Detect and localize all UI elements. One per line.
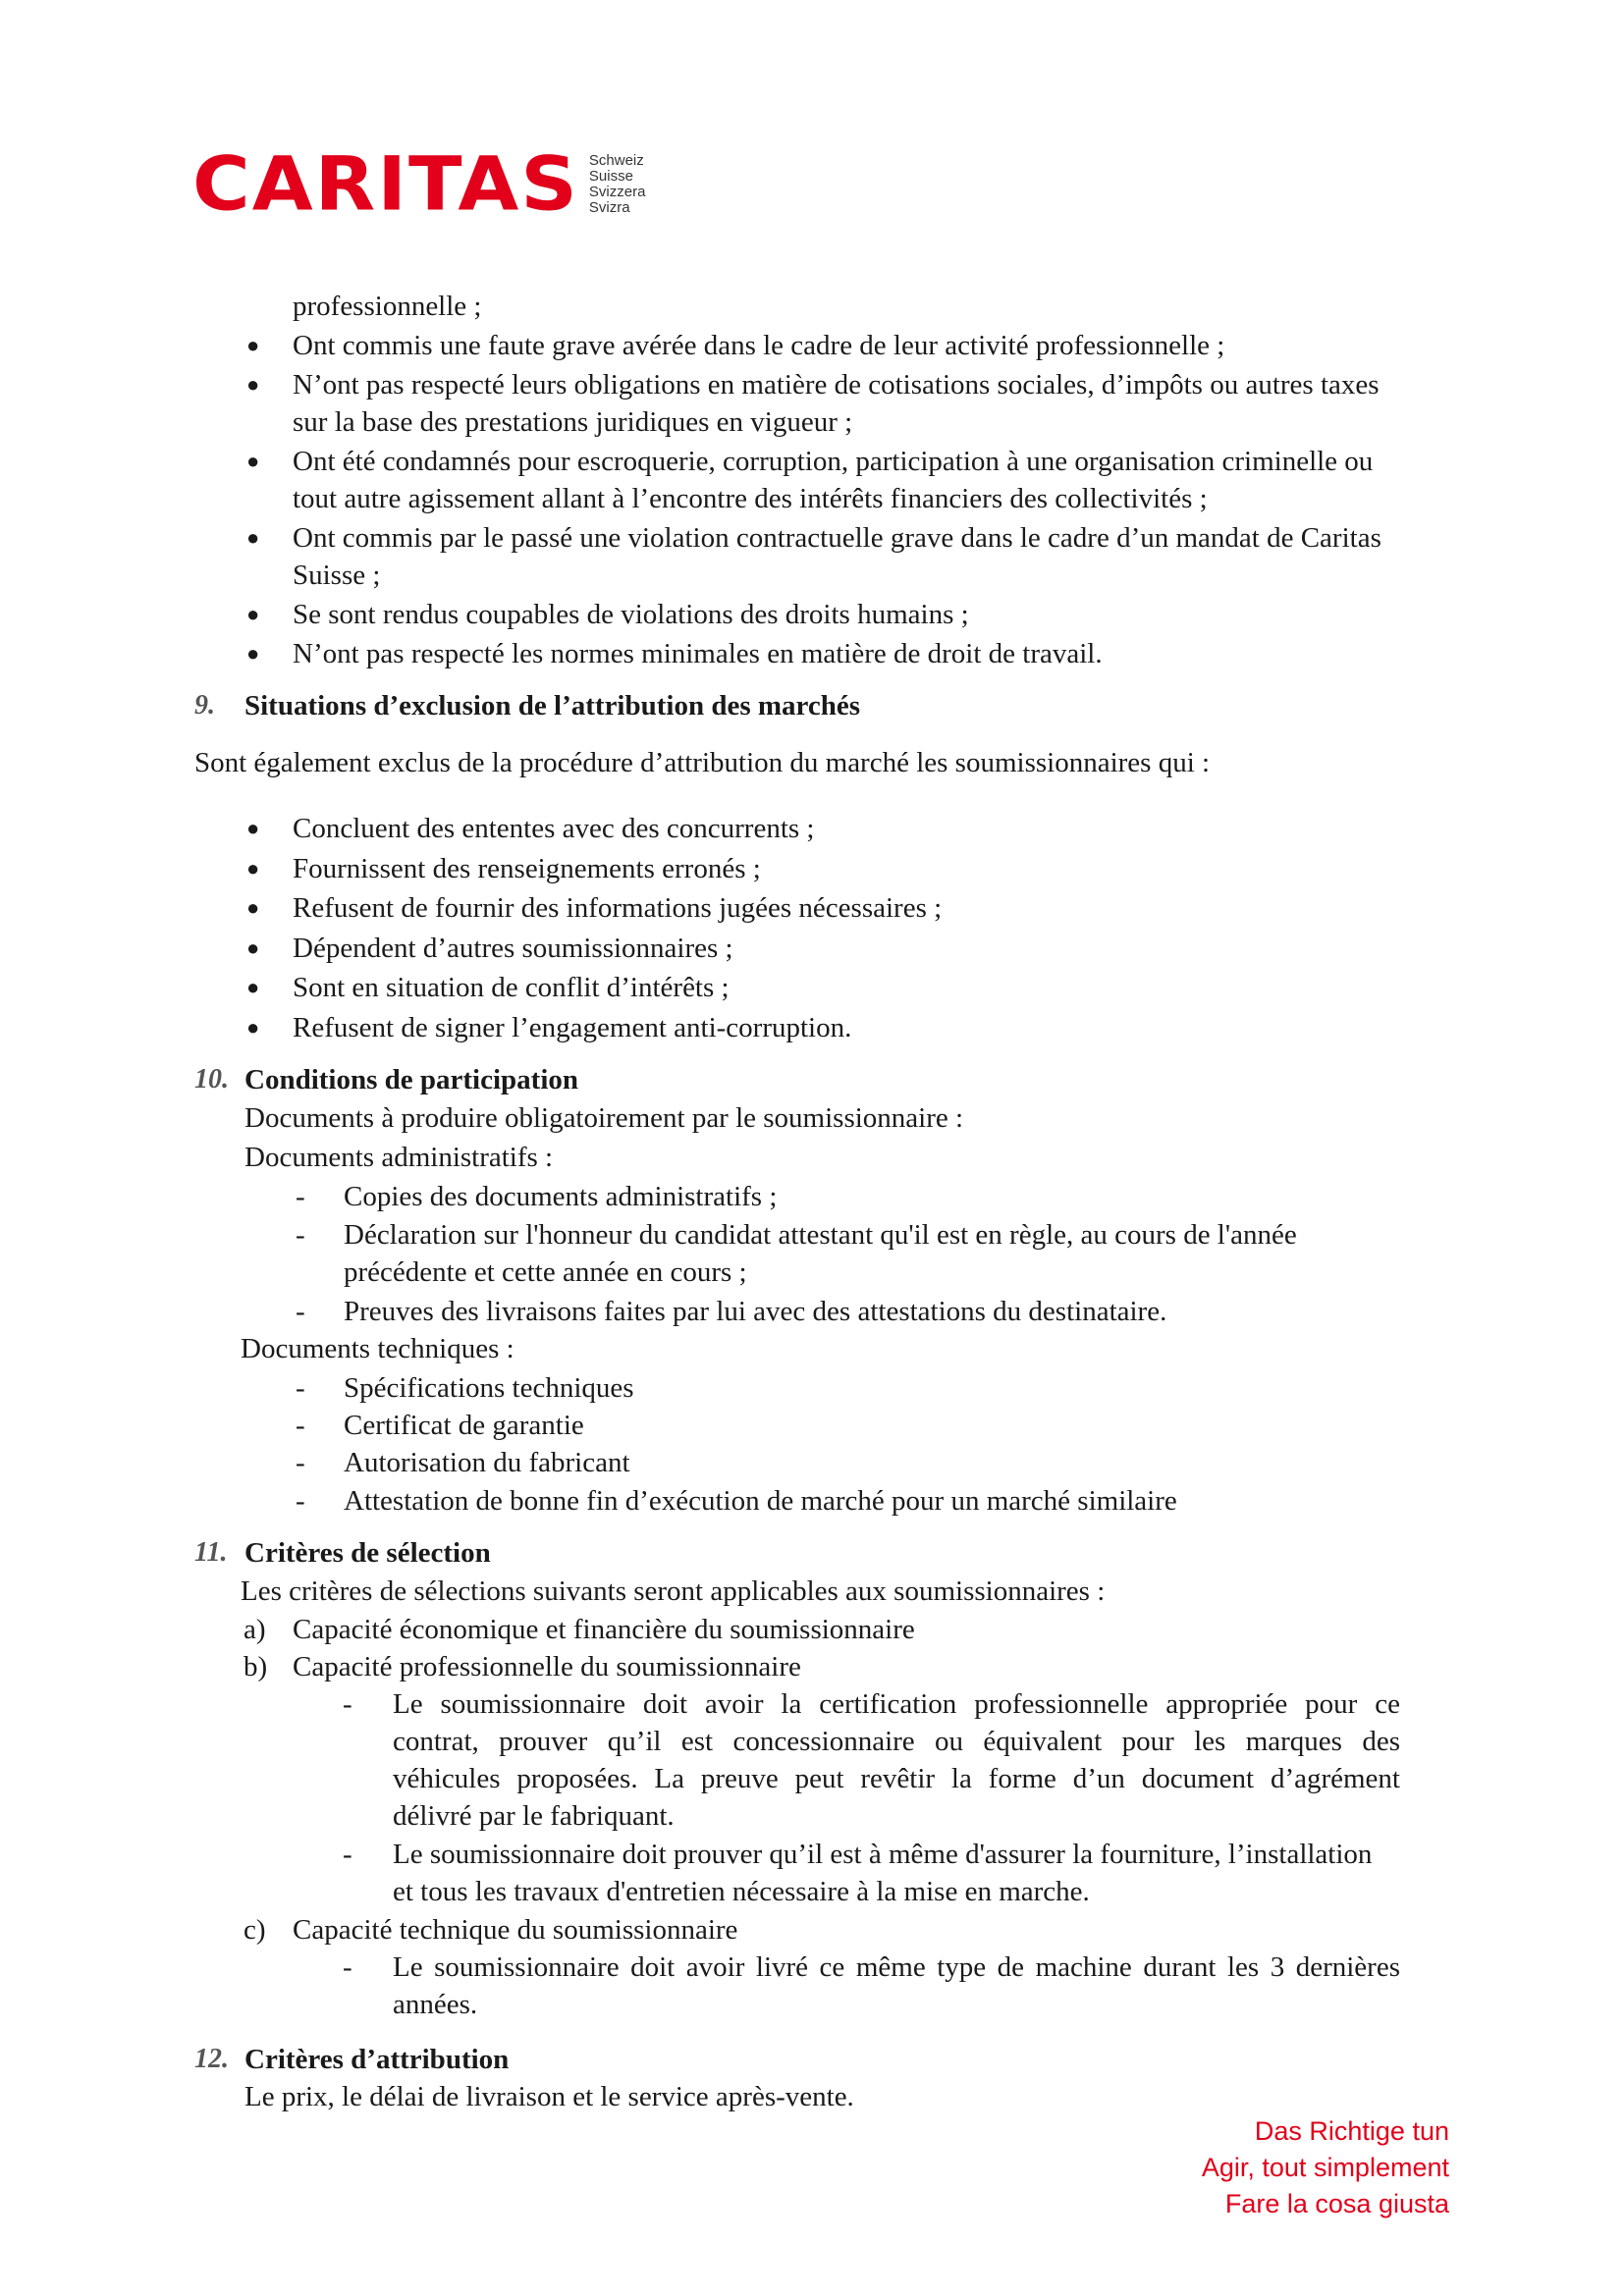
list-item-continuation: précédente et cette année en cours ; [344,1256,747,1288]
bullet-icon: ● [246,975,260,999]
dash-marker: - [296,1485,305,1517]
subsection-title: Documents techniques : [241,1333,514,1364]
section-number: 10. [194,1064,229,1095]
list-item-continuation: contrat, prouver qu’il est concessionnaire ou équivalent pour les marques des [393,1726,1400,1757]
list-item: Le soumissionnaire doit avoir la certification professionnelle appropriée pour ce [393,1688,1400,1720]
list-item: Autorisation du fabricant [344,1447,630,1478]
list-item: Ont été condamnés pour escroquerie, corruption, participation à une organisation criminelle ou [293,446,1374,477]
bullet-icon: ● [246,525,260,550]
dash-marker: - [296,1181,305,1212]
caritas-logo [192,140,646,228]
logo-country: Svizra [588,199,630,216]
section-intro: Documents à produire obligatoirement par le soumissionnaire : [244,1102,964,1134]
criterion-text: Capacité technique du soumissionnaire [293,1914,738,1946]
section-heading: Conditions de participation [244,1064,578,1095]
list-item: Le soumissionnaire doit avoir livré ce même type de machine durant les 3 dernières [393,1951,1400,1983]
subsection-title: Documents administratifs : [244,1142,554,1173]
section-intro: Les critères de sélections suivants seront applicables aux soumissionnaires : [241,1575,1106,1607]
section-text: Le prix, le délai de livraison et le service après-vente. [244,2081,854,2112]
section-heading: Situations d’exclusion de l’attribution des marchés [244,690,861,721]
list-item-continuation: et tous les travaux d'entretien nécessaire à la mise en marche. [393,1876,1090,1907]
list-item: Preuves des livraisons faites par lui avec des attestations du destinataire. [344,1296,1167,1327]
list-item: Se sont rendus coupables de violations des droits humains ; [293,599,969,630]
list-item: Dépendent d’autres soumissionnaires ; [293,933,733,964]
list-item: Attestation de bonne fin d’exécution de marché pour un marché similaire [344,1485,1177,1517]
dash-marker: - [296,1410,305,1441]
list-item: Fournissent des renseignements erronés ; [293,853,761,884]
section-heading: Critères d’attribution [244,2044,510,2075]
bullet-icon: ● [246,856,260,881]
list-item: Refusent de signer l’engagement anti-corruption. [293,1012,852,1043]
logo-country: Suisse [588,168,633,185]
bullet-icon: ● [246,816,260,840]
criterion-label: b) [244,1651,268,1682]
section-number: 12. [194,2044,229,2074]
list-item: Refusent de fournir des informations jugées nécessaires ; [293,892,943,924]
bullet-icon: ● [246,895,260,920]
dash-marker: - [296,1219,305,1251]
slogan-french: Agir, tout simplement [1201,2153,1449,2182]
bullet-icon: ● [246,602,260,626]
dash-marker: - [296,1296,305,1327]
section-number: 11. [194,1537,228,1568]
list-item: N’ont pas respecté les normes minimales en matière de droit de travail. [293,638,1103,669]
logo-country: Schweiz [588,152,644,169]
list-item: Le soumissionnaire doit prouver qu’il est à même d'assurer la fourniture, l’installation [393,1839,1373,1870]
section-intro: Sont également exclus de la procédure d’attribution du marché les soumissionnaires qui : [194,747,1211,778]
list-item: Ont commis par le passé une violation contractuelle grave dans le cadre d’un mandat de Caritas [293,522,1381,554]
list-item: Déclaration sur l'honneur du candidat attestant qu'il est en règle, au cours de l'année [344,1219,1297,1251]
list-continuation: professionnelle ; [293,291,482,322]
section-number: 9. [194,690,215,721]
slogan-german: Das Richtige tun [1254,2116,1449,2146]
criterion-text: Capacité professionnelle du soumissionnaire [293,1651,801,1682]
bullet-icon: ● [246,449,260,473]
list-item-continuation: sur la base des prestations juridiques en vigueur ; [293,406,853,438]
list-item: Copies des documents administratifs ; [344,1181,778,1212]
slogan-italian: Fare la cosa giusta [1224,2189,1449,2218]
list-item: Spécifications techniques [344,1372,634,1404]
list-item-continuation: Suisse ; [293,560,381,591]
dash-marker: - [296,1447,305,1478]
dash-marker: - [343,1688,352,1720]
criterion-label: a) [244,1614,266,1645]
bullet-icon: ● [246,641,260,666]
list-item: Concluent des ententes avec des concurrents ; [293,813,815,844]
criterion-text: Capacité économique et financière du soumissionnaire [293,1614,915,1645]
list-item-continuation: années. [393,1989,478,2020]
dash-marker: - [343,1839,352,1870]
list-item-continuation: tout autre agissement allant à l’encontre des intérêts financiers des collectivités ; [293,483,1208,514]
list-item: Sont en situation de conflit d’intérêts ; [293,972,730,1003]
dash-marker: - [343,1951,352,1983]
bullet-icon: ● [246,372,260,397]
logo-wordmark: CARITAS [192,140,579,228]
logo-country: Svizzera [588,184,646,200]
list-item: N’ont pas respecté leurs obligations en matière de cotisations sociales, d’impôts ou autres taxes [293,369,1380,400]
list-item: Certificat de garantie [344,1410,584,1441]
dash-marker: - [296,1372,305,1404]
bullet-icon: ● [246,1015,260,1040]
list-item-continuation: véhicules proposées. La preuve peut revêtir la forme d’un document d’agrément [393,1763,1400,1794]
bullet-icon: ● [246,333,260,357]
bullet-icon: ● [246,935,260,960]
list-item: Ont commis une faute grave avérée dans le cadre de leur activité professionnelle ; [293,330,1225,361]
list-item-continuation: délivré par le fabriquant. [393,1800,675,1832]
logo-countries [589,153,646,216]
criterion-label: c) [244,1914,266,1946]
section-heading: Critères de sélection [244,1537,491,1569]
